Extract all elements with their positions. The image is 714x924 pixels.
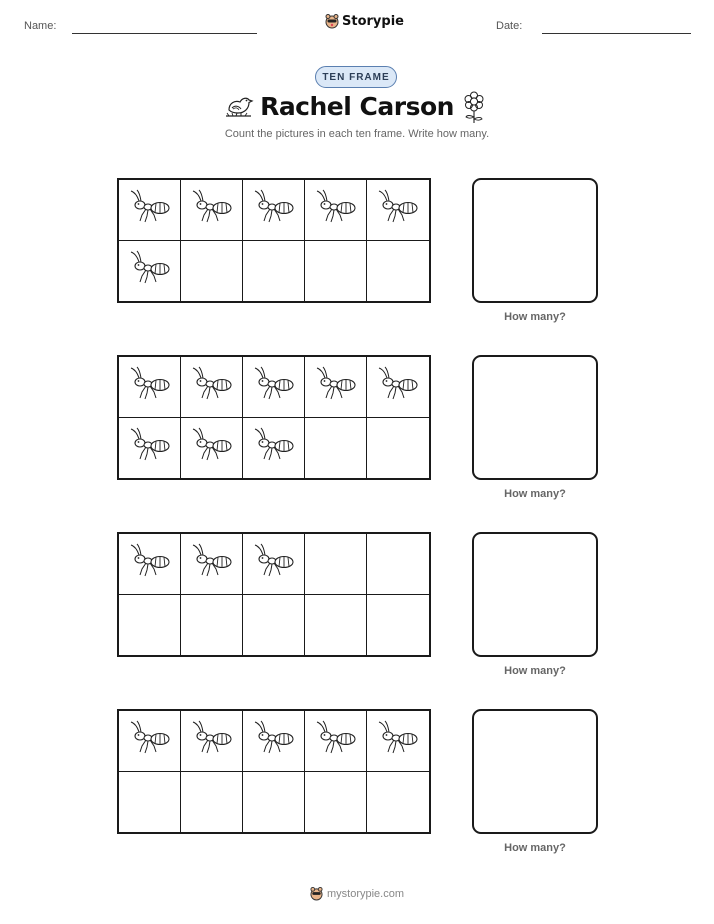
ten-frame (117, 532, 431, 657)
ten-frame-cell (305, 357, 367, 418)
ant-icon (315, 188, 357, 232)
ant-icon (191, 542, 233, 586)
ten-frame-cell (119, 711, 181, 772)
ten-frame-cell (243, 595, 305, 656)
ant-icon (191, 365, 233, 409)
ant-icon (315, 365, 357, 409)
ten-frame-cell (305, 595, 367, 656)
ten-frame-cell (305, 711, 367, 772)
ten-frame-cell (243, 357, 305, 418)
ant-icon (129, 426, 171, 470)
how-many-label: How many? (504, 842, 566, 854)
how-many-label: How many? (504, 488, 566, 500)
ten-frame-cell (243, 180, 305, 241)
brand-name: Storypie (342, 13, 404, 29)
ten-frame-cell (243, 711, 305, 772)
ten-frame-cell (181, 180, 243, 241)
ten-frame-cell (119, 595, 181, 656)
how-many-label: How many? (504, 665, 566, 677)
flower-icon (460, 90, 488, 124)
ten-frame-cell (243, 241, 305, 302)
name-line[interactable] (72, 33, 257, 34)
name-label: Name: (24, 20, 57, 32)
ten-frame-cell (119, 180, 181, 241)
ten-frame-cell (305, 180, 367, 241)
ten-frame-cell (305, 534, 367, 595)
ant-icon (129, 542, 171, 586)
ten-frame-cell (181, 241, 243, 302)
ten-frame-cell (181, 595, 243, 656)
ten-frame-cell (119, 534, 181, 595)
ant-icon (191, 719, 233, 763)
answer-box[interactable] (472, 355, 598, 480)
ten-frame-cell (305, 418, 367, 479)
ten-frame-cell (367, 772, 429, 833)
ant-icon (129, 719, 171, 763)
ten-frame-cell (367, 357, 429, 418)
page-title: Rachel Carson (260, 92, 454, 121)
ant-icon (191, 188, 233, 232)
ten-frame-cell (367, 241, 429, 302)
ten-frame-cell (119, 241, 181, 302)
ten-frame-cell (119, 772, 181, 833)
ten-frame (117, 178, 431, 303)
brand-logo (325, 13, 404, 29)
ten-frame-cell (243, 418, 305, 479)
ant-icon (253, 719, 295, 763)
ten-frame-cell (181, 357, 243, 418)
ten-frame-cell (367, 180, 429, 241)
ant-icon (129, 188, 171, 232)
storypie-mascot-icon (325, 13, 339, 29)
ten-frame-cell (119, 418, 181, 479)
ant-icon (129, 365, 171, 409)
ten-frame-cell (181, 711, 243, 772)
ten-frame-badge: TEN FRAME (315, 66, 397, 88)
answer-box[interactable] (472, 178, 598, 303)
ant-icon (129, 249, 171, 293)
ten-frame-cell (367, 595, 429, 656)
ten-frame-cell (367, 418, 429, 479)
date-label: Date: (496, 20, 523, 32)
ten-frame-cell (367, 534, 429, 595)
how-many-label: How many? (504, 311, 566, 323)
ant-icon (253, 365, 295, 409)
ten-frame-cell (305, 241, 367, 302)
ant-icon (191, 426, 233, 470)
storypie-mascot-icon (310, 886, 323, 901)
ant-icon (377, 365, 419, 409)
instructions: Count the pictures in each ten frame. Write how many. (224, 128, 490, 140)
ten-frame-cell (305, 772, 367, 833)
ant-icon (315, 719, 357, 763)
ten-frame-cell (367, 711, 429, 772)
ten-frame (117, 709, 431, 834)
date-line[interactable] (542, 33, 691, 34)
ten-frame-cell (181, 418, 243, 479)
ant-icon (377, 188, 419, 232)
ten-frame-cell (243, 772, 305, 833)
ten-frame-cell (119, 357, 181, 418)
answer-box[interactable] (472, 532, 598, 657)
ten-frame-cell (181, 534, 243, 595)
footer (0, 886, 714, 901)
footer-url: mystorypie.com (326, 887, 405, 900)
answer-box[interactable] (472, 709, 598, 834)
ten-frame-cell (243, 534, 305, 595)
ten-frame (117, 355, 431, 480)
ten-frame-cell (181, 772, 243, 833)
ant-icon (377, 719, 419, 763)
ant-icon (253, 426, 295, 470)
ant-icon (253, 542, 295, 586)
ant-icon (253, 188, 295, 232)
